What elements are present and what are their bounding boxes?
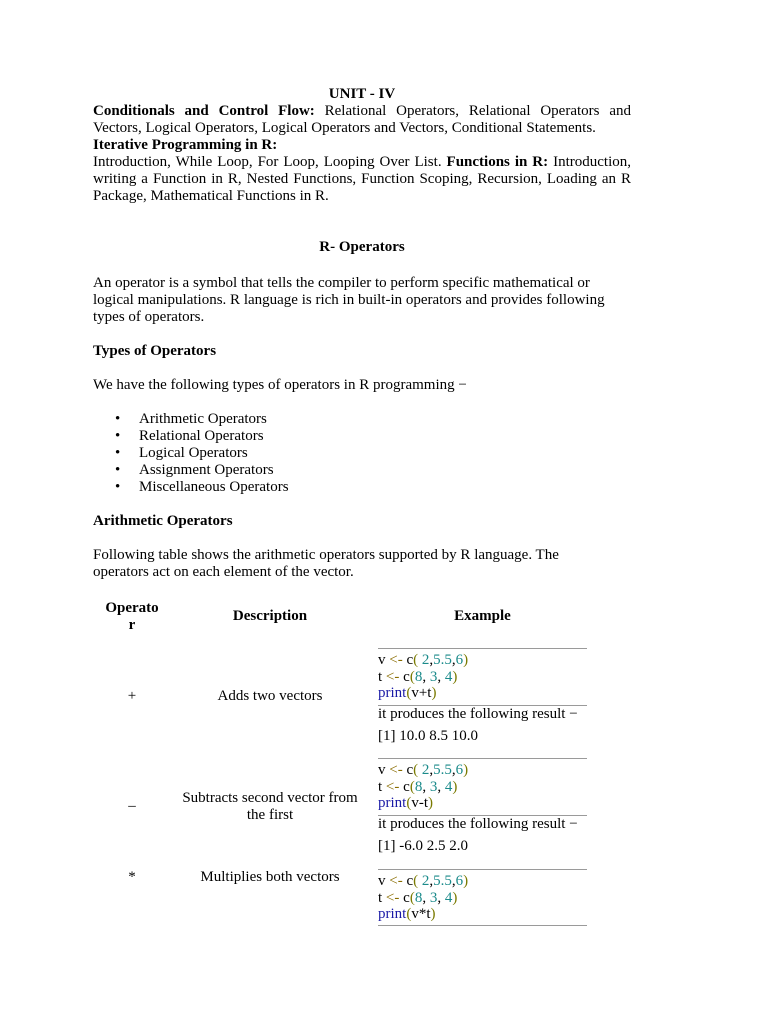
iterative-label: Iterative Programming in R: <box>93 137 278 153</box>
code-text: t <- c(8, 3, 4) <box>378 778 458 795</box>
result-label: it produces the following result − <box>378 706 578 722</box>
list-item <box>93 411 631 428</box>
code-line <box>378 890 587 907</box>
unit-title: UNIT - IV <box>328 86 396 102</box>
code-text: print(v*t) <box>378 906 436 922</box>
iterative-text: Introduction, While Loop, For Loop, Looping Over List. <box>93 154 447 170</box>
bullet-icon: • <box>115 445 121 461</box>
code-text: print(v-t) <box>378 795 434 811</box>
code-line <box>378 779 587 796</box>
bullet-icon: • <box>115 479 121 495</box>
conditionals-label: Conditionals and Control Flow: <box>93 103 315 119</box>
code-text: t <- c(8, 3, 4) <box>378 668 458 685</box>
list-item <box>93 479 631 496</box>
divider <box>378 869 587 870</box>
code-line <box>378 906 587 923</box>
intro-paragraph: An operator is a symbol that tells the compiler to perform specific mathematical or logical manipulations. R language is rich in built-in operators and provides following types of operators. <box>93 275 605 325</box>
code-line <box>378 795 587 812</box>
arith-intro: Following table shows the arithmetic operators supported by R language. The operators act on each element of the vector. <box>93 547 559 580</box>
result-label: it produces the following result − <box>378 816 578 832</box>
row-operator: – <box>128 798 136 814</box>
code-line <box>378 652 587 669</box>
result-value: [1] 10.0 8.5 10.0 <box>378 728 478 744</box>
row-operator: + <box>127 688 137 704</box>
row-code <box>378 873 587 923</box>
list-item-label: Relational Operators <box>139 428 264 444</box>
list-item-label: Miscellaneous Operators <box>139 479 289 495</box>
header-example: Example <box>454 608 511 624</box>
functions-label: Functions in R: <box>446 154 549 170</box>
divider <box>378 925 587 926</box>
document-body <box>93 86 631 581</box>
row-code <box>378 652 587 702</box>
row-code <box>378 762 587 812</box>
divider <box>378 758 587 759</box>
code-text: t <- c(8, 3, 4) <box>378 889 458 906</box>
bullet-icon: • <box>115 462 121 478</box>
code-line <box>378 762 587 779</box>
syllabus-iterative-functions <box>93 154 631 205</box>
row-description: Multiplies both vectors <box>200 869 340 885</box>
bullet-icon: • <box>115 428 121 444</box>
code-text: print(v+t) <box>378 685 437 701</box>
code-line <box>378 873 587 890</box>
row-description: Adds two vectors <box>217 688 323 704</box>
row-description: Subtracts second vector from the first <box>182 790 358 823</box>
result-value: [1] -6.0 2.5 2.0 <box>378 838 468 854</box>
code-text: v <- c( 2,5.5,6) <box>378 762 469 778</box>
divider <box>378 648 587 649</box>
list-item <box>93 428 631 445</box>
conditionals-text: Relational Operators, Relational Operators and Vectors, Logical Operators, Logical Operators and Vectors, Conditional Statements. <box>93 103 631 136</box>
list-item-label: Arithmetic Operators <box>139 411 267 427</box>
code-text: v <- c( 2,5.5,6) <box>378 652 469 668</box>
syllabus-conditionals <box>93 103 631 137</box>
code-text: v <- c( 2,5.5,6) <box>378 873 469 889</box>
list-item-label: Assignment Operators <box>139 462 274 478</box>
types-heading: Types of Operators <box>93 343 217 359</box>
list-item <box>93 462 631 479</box>
row-operator: * <box>128 869 136 885</box>
header-operator-label: Operato r <box>105 600 159 633</box>
operator-types-list <box>93 411 631 496</box>
code-line <box>378 669 587 686</box>
list-item-label: Logical Operators <box>139 445 248 461</box>
types-intro: We have the following types of operators in R programming − <box>93 377 467 393</box>
code-line <box>378 685 587 702</box>
arith-heading: Arithmetic Operators <box>93 513 233 529</box>
operators-heading: R- Operators <box>319 239 405 255</box>
header-description: Description <box>232 608 308 624</box>
header-operator <box>93 600 171 634</box>
list-item <box>93 445 631 462</box>
bullet-icon: • <box>115 411 121 427</box>
functions-text: Introduction, writing a Function in R, Nested Functions, Function Scoping, Recursion, Loading an R Package, Mathematical Functions in R. <box>93 154 632 204</box>
